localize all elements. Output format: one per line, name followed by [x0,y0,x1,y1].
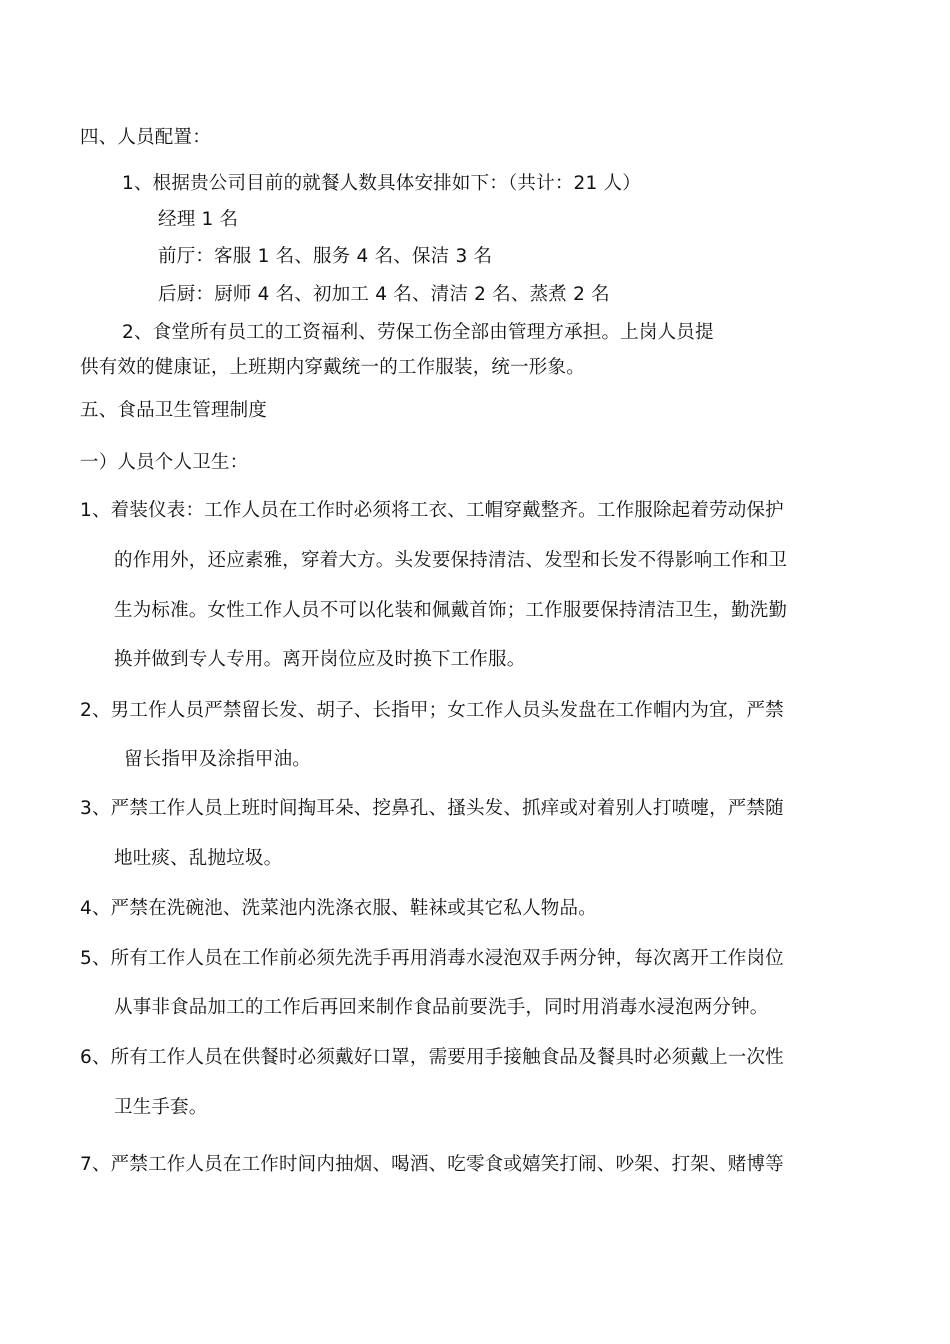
rule-6-line-1: 6、所有工作人员在供餐时必须戴好口罩，需要用手接触食品及餐具时必须戴上一次性 [80,1047,784,1068]
rule-1-line-2: 的作用外，还应素雅，穿着大方。头发要保持清洁、发型和长发不得影响工作和卫 [114,550,788,571]
staffing-detail-kitchen: 后厨：厨师 4 名、初加工 4 名、清洁 2 名、蒸煮 2 名 [158,284,610,305]
section-heading-food-hygiene: 五、食品卫生管理制度 [80,400,268,421]
rule-1-line-4: 换并做到专人专用。离开岗位应及时换下工作服。 [114,649,526,670]
staffing-item-2-line-2: 供有效的健康证，上班期内穿戴统一的工作服装，统一形象。 [80,357,585,378]
staffing-detail-front-hall: 前厅：客服 1 名、服务 4 名、保洁 3 名 [158,246,493,267]
rule-1-line-3: 生为标准。女性工作人员不可以化装和佩戴首饰；工作服要保持清洁卫生，勤洗勤 [114,600,788,621]
rule-7-line-1: 7、严禁工作人员在工作时间内抽烟、喝酒、吃零食或嬉笑打闹、吵架、打架、赌博等 [80,1154,784,1175]
subsection-heading-personal-hygiene: 一）人员个人卫生： [80,452,249,473]
staffing-detail-manager: 经理 1 名 [158,209,239,230]
section-heading-staffing: 四、人员配置： [80,127,211,148]
rule-6-line-2: 卫生手套。 [114,1097,208,1118]
rule-5-line-2: 从事非食品加工的工作后再回来制作食品前要洗手，同时用消毒水浸泡两分钟。 [114,997,769,1018]
rule-3-line-1: 3、严禁工作人员上班时间掏耳朵、挖鼻孔、搔头发、抓痒或对着别人打喷嚏，严禁随 [80,798,784,819]
rule-5-line-1: 5、所有工作人员在工作前必须先洗手再用消毒水浸泡双手两分钟，每次离开工作岗位 [80,948,784,969]
rule-4-line-1: 4、严禁在洗碗池、洗菜池内洗涤衣服、鞋袜或其它私人物品。 [80,898,597,919]
staffing-item-1: 1、根据贵公司目前的就餐人数具体安排如下：（共计：21 人） [122,173,641,194]
rule-3-line-2: 地吐痰、乱抛垃圾。 [114,848,283,869]
rule-2-line-1: 2、男工作人员严禁留长发、胡子、长指甲；女工作人员头发盘在工作帽内为宜，严禁 [80,700,784,721]
rule-1-line-1: 1、着装仪表：工作人员在工作时必须将工衣、工帽穿戴整齐。工作服除起着劳动保护 [80,500,784,521]
rule-2-line-2: 留长指甲及涂指甲油。 [124,749,312,770]
staffing-item-2-line-1: 2、食堂所有员工的工资福利、劳保工伤全部由管理方承担。上岗人员提 [122,322,714,343]
